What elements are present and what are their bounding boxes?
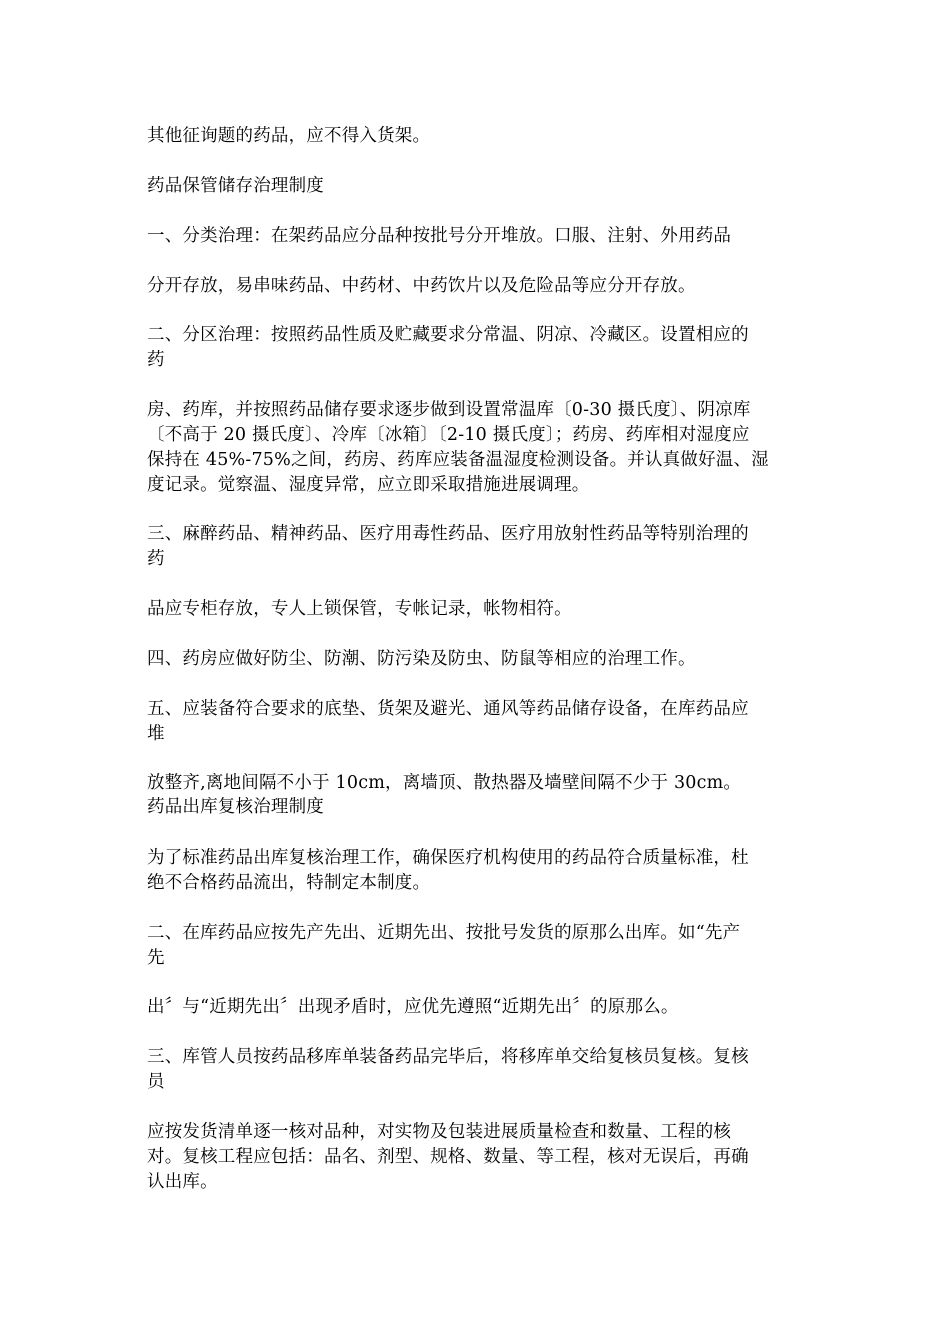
- text-line: 度记录。觉察温、湿度异常，应立即采取措施进展调理。: [147, 475, 590, 495]
- text-line: 分开存放，易串味药品、中药材、中药饮片以及危险品等应分开存放。: [147, 276, 696, 296]
- text-line: 绝不合格药品流出，特制定本制度。: [147, 873, 431, 893]
- text-line: 其他征询题的药品，应不得入货架。: [147, 126, 431, 146]
- text-line: 二、在库药品应按先产先出、近期先出、按批号发货的原那么出库。如“先产: [147, 923, 741, 943]
- text-line: 一、分类治理：在架药品应分品种按批号分开堆放。口服、注射、外用药品: [147, 226, 732, 246]
- text-line: 放整齐,离地间隔不小于 10cm，离墙顶、散热器及墙壁间隔不少于 30cm。: [147, 773, 742, 793]
- text-line: 三、库管人员按药品移库单装备药品完毕后，将移库单交给复核员复核。复核: [147, 1047, 749, 1067]
- text-line: 房、药库，并按照药品储存要求逐步做到设置常温库〔0-30 摄氏度〕、阴凉库: [147, 400, 751, 420]
- text-line: 认出库。: [147, 1172, 218, 1192]
- text-line: 员: [147, 1072, 165, 1092]
- text-line: 药: [147, 549, 165, 569]
- text-line: 堆: [147, 724, 165, 744]
- text-line: 五、应装备符合要求的底垫、货架及避光、通风等药品储存设备，在库药品应: [147, 699, 749, 719]
- text-line: 品应专柜存放，专人上锁保管，专帐记录，帐物相符。: [147, 599, 572, 619]
- section-title: 药品保管储存治理制度: [147, 176, 324, 196]
- text-line: 四、药房应做好防尘、防潮、防污染及防虫、防鼠等相应的治理工作。: [147, 649, 696, 669]
- section-title: 药品出库复核治理制度: [147, 797, 324, 817]
- text-line: 药: [147, 350, 165, 370]
- text-line: 二、分区治理：按照药品性质及贮藏要求分常温、阴凉、冷藏区。设置相应的: [147, 325, 749, 345]
- text-line: 保持在 45%-75%之间，药房、药库应装备温湿度检测设备。并认真做好温、湿: [147, 450, 769, 470]
- text-line: 应按发货清单逐一核对品种，对实物及包装进展质量检查和数量、工程的核: [147, 1122, 732, 1142]
- text-line: 对。复核工程应包括：品名、剂型、规格、数量、等工程，核对无误后，再确: [147, 1147, 749, 1167]
- text-line: 〔不高于 20 摄氏度〕、冷库〔冰箱〕〔2-10 摄氏度〕；药房、药库相对湿度应: [147, 425, 750, 445]
- text-line: 三、麻醉药品、精神药品、医疗用毒性药品、医疗用放射性药品等特别治理的: [147, 524, 749, 544]
- text-line: 出〞与“近期先出〞出现矛盾时，应优先遵照“近期先出〞的原那么。: [147, 997, 679, 1017]
- text-line: 先: [147, 948, 165, 968]
- text-line: 为了标准药品出库复核治理工作，确保医疗机构使用的药品符合质量标准，杜: [147, 848, 749, 868]
